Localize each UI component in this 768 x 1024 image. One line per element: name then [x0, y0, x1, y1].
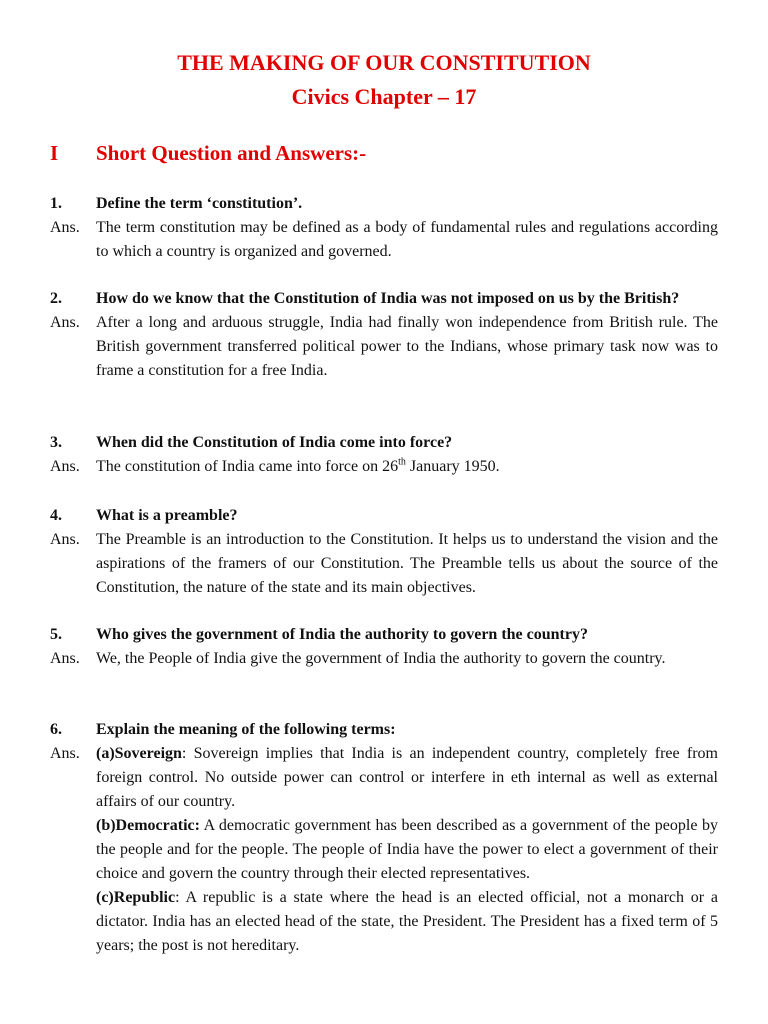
answer-label: Ans.	[50, 745, 80, 762]
answer-text: The term constitution may be defined as a body of fundamental rules and regulations according to which a country is organized and governed.	[96, 219, 718, 260]
answer-text-end: January 1950.	[405, 458, 500, 475]
answer-label: Ans.	[50, 531, 80, 548]
term-separator: :	[175, 889, 186, 906]
question-number: 2.	[50, 290, 62, 307]
qa-item-1	[50, 192, 718, 264]
term-definition: A democratic government has been described as a government of the people by the people and for the people. The people of India have the power to elect a government of their choice and govern the country through their elected representatives.	[96, 817, 718, 882]
document-subtitle: Civics Chapter – 17	[291, 84, 477, 109]
term-separator: :	[181, 745, 194, 762]
question-number: 3.	[50, 434, 62, 451]
section-title: Short Question and Answers:-	[96, 141, 367, 165]
qa-item-2	[50, 287, 718, 383]
term-republic	[96, 886, 718, 958]
term-label: (c)Republic	[96, 889, 176, 906]
question-number: 1.	[50, 195, 62, 212]
question-number: 4.	[50, 507, 62, 524]
answer-label: Ans.	[50, 458, 80, 475]
answer-text	[96, 455, 718, 479]
question-text: Who gives the government of India the authority to govern the country?	[96, 626, 588, 643]
question-text: How do we know that the Constitution of India was not imposed on us by the British?	[96, 290, 680, 307]
term-sovereign	[96, 742, 718, 814]
term-definition: Sovereign implies that India is an independent country, completely free from foreign control. No outside power can control or interfere in eth internal as well as external affairs of our country.	[96, 745, 718, 810]
answer-text-start: The constitution of India came into force on 26	[96, 458, 399, 475]
question-number: 5.	[50, 626, 62, 643]
question-text: Explain the meaning of the following terms:	[96, 721, 396, 738]
question-number: 6.	[50, 721, 62, 738]
answer-text: After a long and arduous struggle, India had finally won independence from British rule. The British government transferred political power to the Indians, whose primary task now was to frame a constitution for a free India.	[96, 314, 718, 379]
question-text: When did the Constitution of India come into force?	[96, 434, 453, 451]
term-definition: A republic is a state where the head is an elected official, not a monarch or a dictator. India has an elected head of the state, the President. The President has a fixed term of 5 years; the post is not hereditary.	[96, 889, 719, 954]
term-democratic	[96, 814, 718, 886]
answer-label: Ans.	[50, 219, 80, 236]
answer-text: The Preamble is an introduction to the Constitution. It helps us to understand the vision and the aspirations of the framers of our Constitution. The Preamble tells us about the source of the Constitution, the nature of the state and its main objectives.	[96, 531, 718, 596]
qa-item-3	[50, 431, 718, 479]
answer-label: Ans.	[50, 650, 80, 667]
qa-item-5	[50, 623, 718, 671]
term-label: (b)Democratic:	[96, 817, 200, 834]
ordinal-suffix: th	[398, 456, 406, 468]
qa-item-6	[50, 718, 718, 958]
qa-item-4	[50, 504, 718, 600]
answer-terms	[96, 742, 718, 958]
answer-label: Ans.	[50, 314, 80, 331]
question-text: What is a preamble?	[96, 507, 238, 524]
document-title: THE MAKING OF OUR CONSTITUTION	[177, 50, 591, 75]
section-numeral: I	[50, 141, 59, 165]
answer-text: We, the People of India give the government of India the authority to govern the country.	[96, 650, 666, 667]
question-text: Define the term ‘constitution’.	[96, 195, 303, 212]
term-label: (a)Sovereign	[96, 745, 182, 762]
